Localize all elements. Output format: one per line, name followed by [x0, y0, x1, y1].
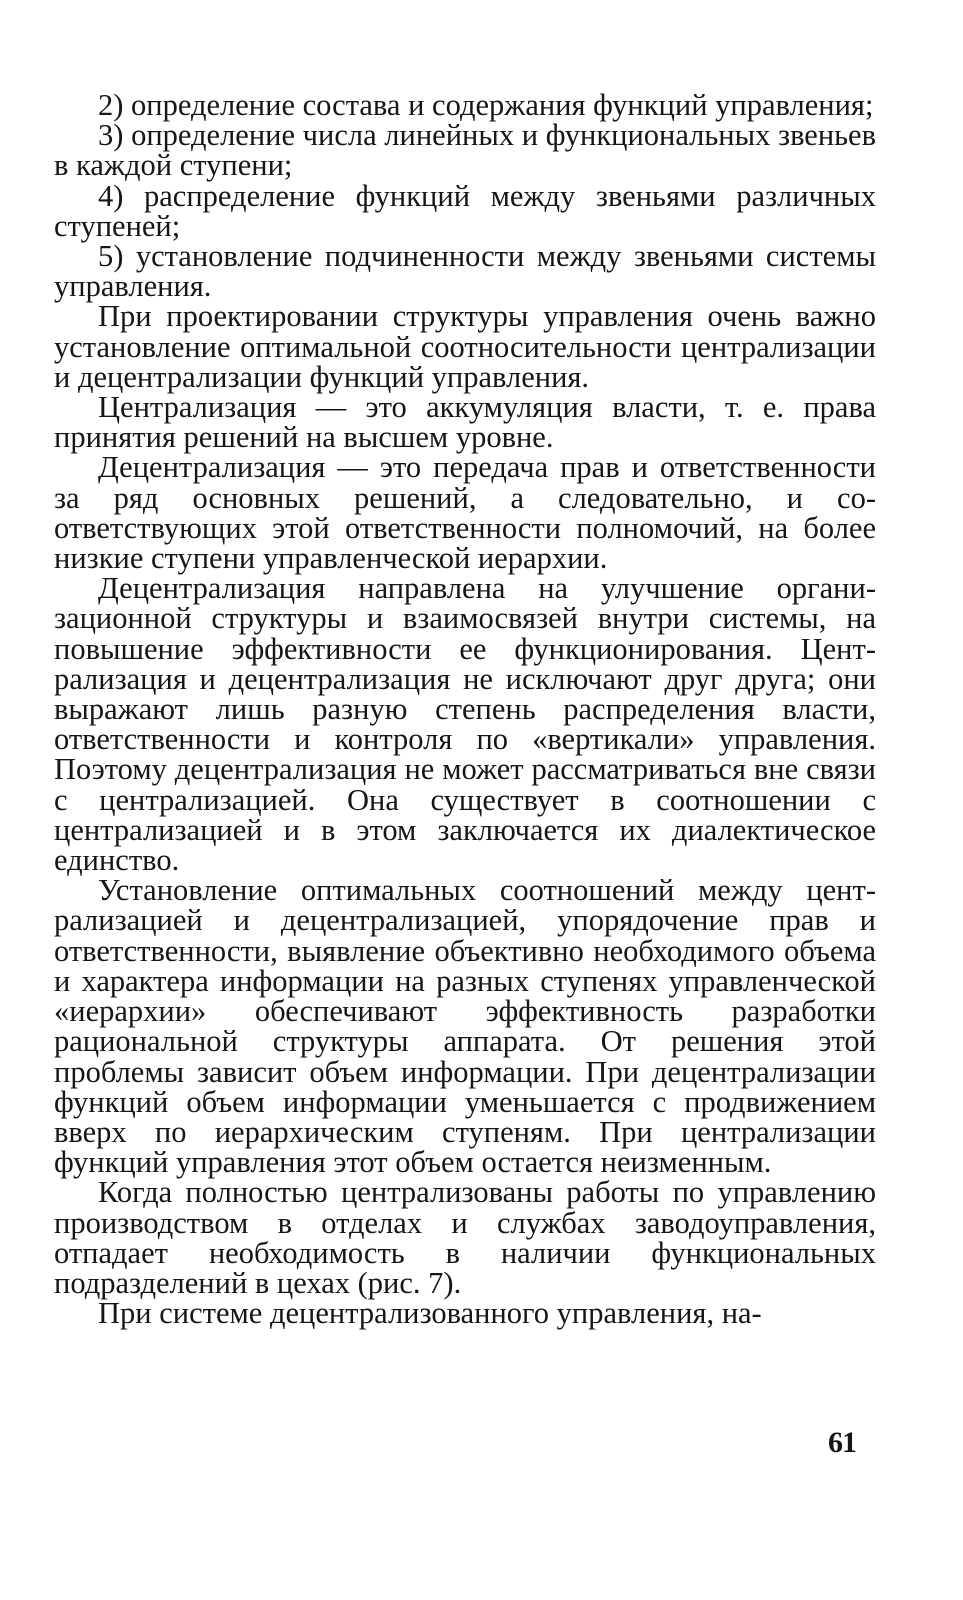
list-item-5: 5) установление подчиненности между звеньями системы управления. — [54, 239, 876, 304]
list-item-3: 3) определение числа линейных и функциональных звеньев в каждой ступени; — [54, 118, 876, 183]
paragraph-optimal-relations: Установление оптимальных соотношений между централизацией и децентрализацией, упорядочение прав и ответственности, выявление объективно необходимого объема и характера информации на разных ступенях управленческой «иерархии» обеспечивают эффективность разработки рациональной структуры аппарата. От решения этой проблемы зависит объем информации. При децентрализации функций объем информации уменьшается с продвижением вверх по иерархическим ступеням. При централизации функций управления этот объем остается неизменным. — [54, 873, 876, 1180]
body-text — [54, 88, 876, 1331]
paragraph-structure-design: При проектировании структуры управления очень важно установление оптимальной соотносительности централизации и децентрализации функций управления. — [54, 299, 876, 394]
list-item-4: 4) распределение функций между звеньями различных ступеней; — [54, 178, 876, 243]
list-item-2: 2) определение состава и содержания функций управления; — [98, 88, 874, 122]
paragraph-decentralization-definition: Децентрализация — это передача прав и ответственности за ряд основных решений, а следовательно, и соответствующих этой ответственности полномочий, на более низкие ступени управленческой иерархии. — [54, 450, 876, 576]
paragraph-decentralized-system: При системе децентрализованного управления, на- — [98, 1296, 762, 1331]
paragraph-decentralization-purpose: Децентрализация направлена на улучшение организационной структуры и взаимосвязей внутри системы, на повышение эффективности ее функционирования. Централизация и децентрализация не исключают друг друга; они выражают лишь разную степень распределения власти, ответственности и контроля по «вертикали» управления. Поэтому децентрализация не может рассматриваться вне связи с централизацией. Она существует в соотношении с централизацией и в этом заключается их диалектическое единство. — [54, 571, 876, 878]
paragraph-centralization-definition: Централизация — это аккумуляция власти, т. е. права принятия решений на высшем уровне. — [54, 390, 876, 455]
page-number: 61 — [828, 1426, 856, 1459]
paragraph-full-centralization: Когда полностью централизованы работы по управлению производством в отделах и службах заводоуправления, отпадает необходимость в наличии функциональных подразделений в цехах (рис. 7). — [54, 1175, 876, 1300]
